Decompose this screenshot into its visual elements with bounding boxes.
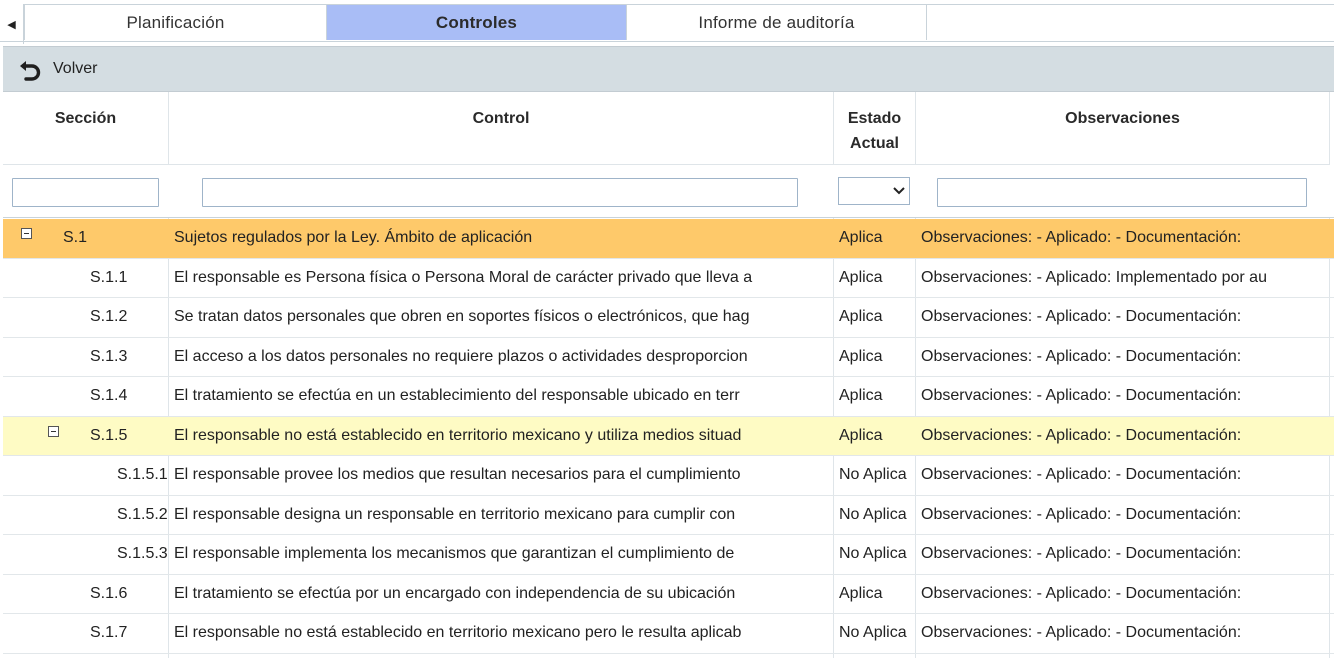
column-header-label: Observaciones [1065, 110, 1180, 127]
cell-seccion: S.1.7 [90, 624, 128, 642]
table-row[interactable] [3, 259, 1334, 299]
filter-estado-select[interactable] [838, 177, 910, 205]
column-header-control[interactable] [169, 92, 833, 165]
filter-control-input[interactable] [202, 178, 798, 207]
cell-estado: Aplica [839, 308, 883, 326]
cell-seccion: S.1.6 [90, 584, 128, 602]
cell-estado: No Aplica [839, 624, 907, 642]
cell-seccion: S.1.3 [90, 347, 128, 365]
table-row[interactable] [3, 219, 1334, 259]
cell-observaciones: Observaciones: - Aplicado: - Documentación: [921, 308, 1242, 326]
column-header-seccion[interactable] [3, 92, 168, 165]
table-row[interactable] [3, 298, 1334, 338]
cell-control: El responsable provee los medios que resultan necesarios para el cumplimiento [174, 466, 741, 484]
cell-control: El responsable implementa los mecanismos que garantizan el cumplimiento de [174, 545, 735, 563]
column-header-estado[interactable] [834, 92, 915, 165]
tab-strip-filler [926, 4, 1334, 40]
grid-rows [3, 219, 1334, 654]
tab-label: Planificación [126, 12, 225, 32]
cell-observaciones: Observaciones: - Aplicado: - Documentación: [921, 426, 1242, 444]
cell-control: El acceso a los datos personales no requiere plazos o actividades desproporcion [174, 347, 748, 365]
cell-observaciones: Observaciones: - Aplicado: - Documentación: [921, 466, 1242, 484]
cell-estado: No Aplica [839, 545, 907, 563]
table-row[interactable] [3, 535, 1334, 575]
tab-controles[interactable] [326, 4, 626, 40]
cell-observaciones: Observaciones: - Aplicado: - Documentación: [921, 505, 1242, 523]
table-row[interactable] [3, 614, 1334, 654]
tab-strip [0, 0, 1334, 42]
tab-planificacion[interactable] [24, 4, 326, 40]
cell-control: El responsable designa un responsable en territorio mexicano para cumplir con [174, 505, 736, 523]
table-row[interactable] [3, 456, 1334, 496]
cell-observaciones: Observaciones: - Aplicado: - Documentación: [921, 624, 1242, 642]
chevron-down-icon [893, 187, 905, 195]
collapse-toggle-icon[interactable] [21, 228, 32, 239]
cell-control: El responsable no está establecido en territorio mexicano y utiliza medios situad [174, 426, 742, 444]
controls-grid [3, 92, 1334, 658]
cell-control: Se tratan datos personales que obren en soportes físicos o electrónicos, que hag [174, 308, 750, 326]
cell-estado: Aplica [839, 229, 883, 247]
column-header-label: Sección [54, 110, 117, 127]
cell-estado: No Aplica [839, 466, 907, 484]
cell-observaciones: Observaciones: - Aplicado: - Documentación: [921, 347, 1242, 365]
tab-scroll-left-button[interactable] [0, 4, 24, 44]
cell-seccion: S.1.4 [90, 387, 128, 405]
column-header-label: Control [472, 110, 530, 127]
cell-seccion: S.1.5.3 [117, 545, 168, 563]
table-row[interactable] [3, 377, 1334, 417]
cell-seccion: S.1.1 [90, 268, 128, 286]
cell-seccion: S.1 [63, 229, 88, 247]
cell-estado: Aplica [839, 347, 883, 365]
cell-seccion: S.1.5.1 [117, 466, 168, 484]
cell-control: El tratamiento se efectúa en un establecimiento del responsable ubicado en terr [174, 387, 740, 405]
column-header-label: Estado Actual [847, 110, 902, 152]
undo-arrow-icon [17, 55, 45, 83]
filter-observaciones-input[interactable] [937, 178, 1307, 207]
cell-estado: Aplica [839, 584, 883, 602]
tab-label: Informe de auditoría [698, 12, 855, 32]
cell-control: El responsable no está establecido en territorio mexicano pero le resulta aplicab [174, 624, 742, 642]
table-row[interactable] [3, 496, 1334, 536]
cell-observaciones: Observaciones: - Aplicado: - Documentación: [921, 387, 1242, 405]
tab-label: Controles [435, 12, 518, 32]
cell-observaciones: Observaciones: - Aplicado: - Documentación: [921, 229, 1242, 247]
cell-estado: Aplica [839, 268, 883, 286]
tab-informe-auditoria[interactable] [626, 4, 926, 40]
table-row[interactable] [3, 417, 1334, 457]
cell-control: El responsable es Persona física o Persona Moral de carácter privado que lleva a [174, 268, 753, 286]
filter-row [3, 165, 1334, 218]
cell-control: El tratamiento se efectúa por un encargado con independencia de su ubicación [174, 584, 736, 602]
cell-observaciones: Observaciones: - Aplicado: - Documentación: [921, 584, 1242, 602]
cell-seccion: S.1.5 [90, 426, 128, 444]
back-label: Volver [53, 60, 98, 77]
back-button[interactable] [17, 55, 97, 83]
collapse-toggle-icon[interactable] [48, 426, 59, 437]
table-row[interactable] [3, 338, 1334, 378]
cell-seccion: S.1.2 [90, 308, 128, 326]
cell-observaciones: Observaciones: - Aplicado: Implementado por au [921, 268, 1267, 286]
cell-seccion: S.1.5.2 [117, 505, 168, 523]
cell-estado: No Aplica [839, 505, 907, 523]
cell-estado: Aplica [839, 387, 883, 405]
filter-seccion-input[interactable] [12, 178, 159, 207]
cell-control: Sujetos regulados por la Ley. Ámbito de aplicación [174, 229, 533, 247]
cell-estado: Aplica [839, 426, 883, 444]
cell-observaciones: Observaciones: - Aplicado: - Documentación: [921, 545, 1242, 563]
chevron-left-icon: ◀ [7, 18, 16, 31]
column-header-observaciones[interactable] [916, 92, 1329, 165]
table-row[interactable] [3, 575, 1334, 615]
toolbar [3, 46, 1334, 92]
